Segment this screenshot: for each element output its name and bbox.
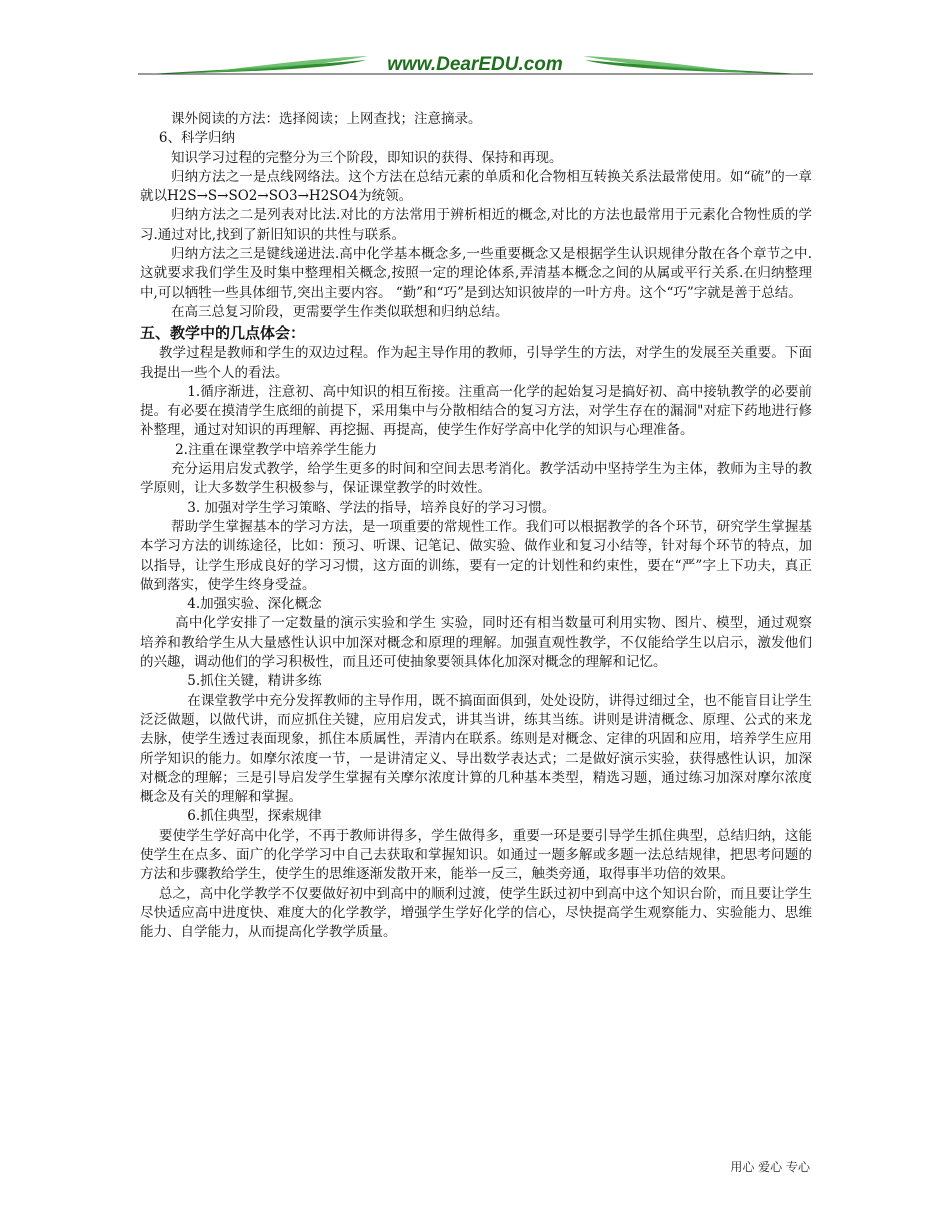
- paragraph: 归纳方法之一是点线网络法。这个方法在总结元素的单质和化合物相互转换关系法最常使用。如“硫”的一章就以H2S→S→SO2→SO3→H2SO4为统领。: [140, 168, 812, 205]
- paragraph: 课外阅读的方法：选择阅读；上网查找；注意摘录。: [171, 111, 482, 127]
- paragraph: 归纳方法之二是列表对比法.对比的方法常用于辨析相近的概念,对比的方法也最常用于元素化合物性质的学习.通过对比,找到了新旧知识的共性与联系。: [140, 207, 812, 243]
- document-body: [140, 110, 812, 942]
- section-heading: 五、教学中的几点体会：: [140, 324, 306, 343]
- paragraph: 高中化学安排了一定数量的演示实验和学生 实验，同时还有相当数量可利用实物、图片、模型，通过观察培养和教给学生从大量感性认识中加深对概念和原理的理解。加强直观性教学，不仅能给学生以启示，激发他们的兴趣，调动他们的学习积极性，而且还可使抽象要领具体化加深对概念的理解和记忆。: [140, 615, 812, 671]
- paragraph: 1.循序渐进，注意初、高中知识的相互衔接。注重高一化学的起始复习是搞好初、高中接轨教学的必要前提。有必要在摸清学生底细的前提下，采用集中与分散相结合的复习方法，对学生存在的漏洞"对症下药地进行修补整理，通过对知识的再理解、再挖掘、再提高，使学生作好学高中化学的知识与心理准备。: [140, 383, 812, 439]
- paragraph: 知识学习过程的完整分为三个阶段，即知识的获得、保持和再现。: [171, 149, 563, 166]
- section-subheading: 6、科学归纳: [158, 130, 235, 147]
- section-subheading: 6.抓住典型，探索规律: [187, 808, 322, 825]
- paragraph: 要使学生学好高中化学，不再于教师讲得多，学生做得多，重要一环是要引导学生抓住典型，总结归纳，这能使学生在点多、面广的化学学习中自己去获取和掌握知识。如通过一题多解或多题一法总结规律，把思考问题的方法和步骤教给学生，使学生的思维逐渐发散开来，能举一反三，触类旁通，取得事半功倍的效果。: [140, 827, 812, 883]
- leaf-banner-graphic: [138, 48, 813, 78]
- paragraph: 在高三总复习阶段，更需要学生作类似联想和归纳总结。: [171, 303, 509, 320]
- page-footer: 用心 爱心 专心: [730, 1160, 810, 1174]
- section-subheading: 2.注重在课堂教学中培养学生能力: [175, 441, 377, 458]
- header-banner: [138, 48, 813, 78]
- section-subheading: 5.抓住关键，精讲多练: [187, 673, 322, 690]
- paragraph: 帮助学生掌握基本的学习方法，是一项重要的常规性工作。我们可以根据教学的各个环节，研究学生掌握基本学习方法的训练途径，比如：预习、听课、记笔记、做实验、做作业和复习小结等，针对每个环节的特点，加以指导，让学生形成良好的学习习惯，这方面的训练，要有一定的计划性和约束性，要在“严”字上下功夫，真正做到落实，使学生终身受益。: [140, 518, 812, 593]
- paragraph: 在课堂教学中充分发挥教师的主导作用，既不搞面面俱到，处处设防，讲得过细过全，也不能盲目让学生泛泛做题，以做代讲，而应抓住关键，应用启发式，讲其当讲，练其当练。讲则是讲清概念、原理、公式的来龙去脉，使学生透过表面现象，抓住本质属性，弄清内在联系。练则是对概念、定律的巩固和应用，培养学生应用所学知识的能力。如摩尔浓度一节，一是讲清定义、导出数学表达式；二是做好演示实验，获得感性认识，加深对概念的理解；三是引导启发学生掌握有关摩尔浓度计算的几种基本类型，精选习题，通过练习加深对摩尔浓度概念及有关的理解和掌握。: [140, 692, 812, 806]
- paragraph: 充分运用启发式教学，给学生更多的时间和空间去思考消化。教学活动中坚持学生为主体，教师为主导的教学原则，让大多数学生积极参与，保证课堂教学的时效性。: [140, 461, 812, 497]
- section-subheading: 3. 加强对学生学习策略、学法的指导，培养良好的学习习惯。: [187, 499, 556, 516]
- paragraph: 归纳方法之三是键线递进法.高中化学基本概念多,一些重要概念又是根据学生认识规律分散在各个章节之中.这就要求我们学生及时集中整理相关概念,按照一定的理论体系,弄清基本概念之间的从属或平行关系.在归纳整理中,可以牺牲一些具体细节,突出主要内容。 “勤”和“巧”是到达知识彼岸的一叶方舟。这个“巧”字就是善于总结。: [140, 246, 812, 301]
- paragraph: 总之，高中化学教学不仅要做好初中到高中的顺利过渡，使学生跃过初中到高中这个知识台阶，而且要让学生尽快适应高中进度快、难度大的化学教学，增强学生学好化学的信心，尽快提高学生观察能力、实验能力、思维能力、自学能力，从而提高化学教学质量。: [140, 885, 812, 941]
- site-logo-text: www.DearEDU.com: [387, 54, 563, 75]
- paragraph: 教学过程是教师和学生的双边过程。作为起主导作用的教师，引导学生的方法，对学生的发展至关重要。下面我提出一些个人的看法。: [140, 345, 812, 381]
- section-subheading: 4.加强实验、深化概念: [187, 596, 322, 613]
